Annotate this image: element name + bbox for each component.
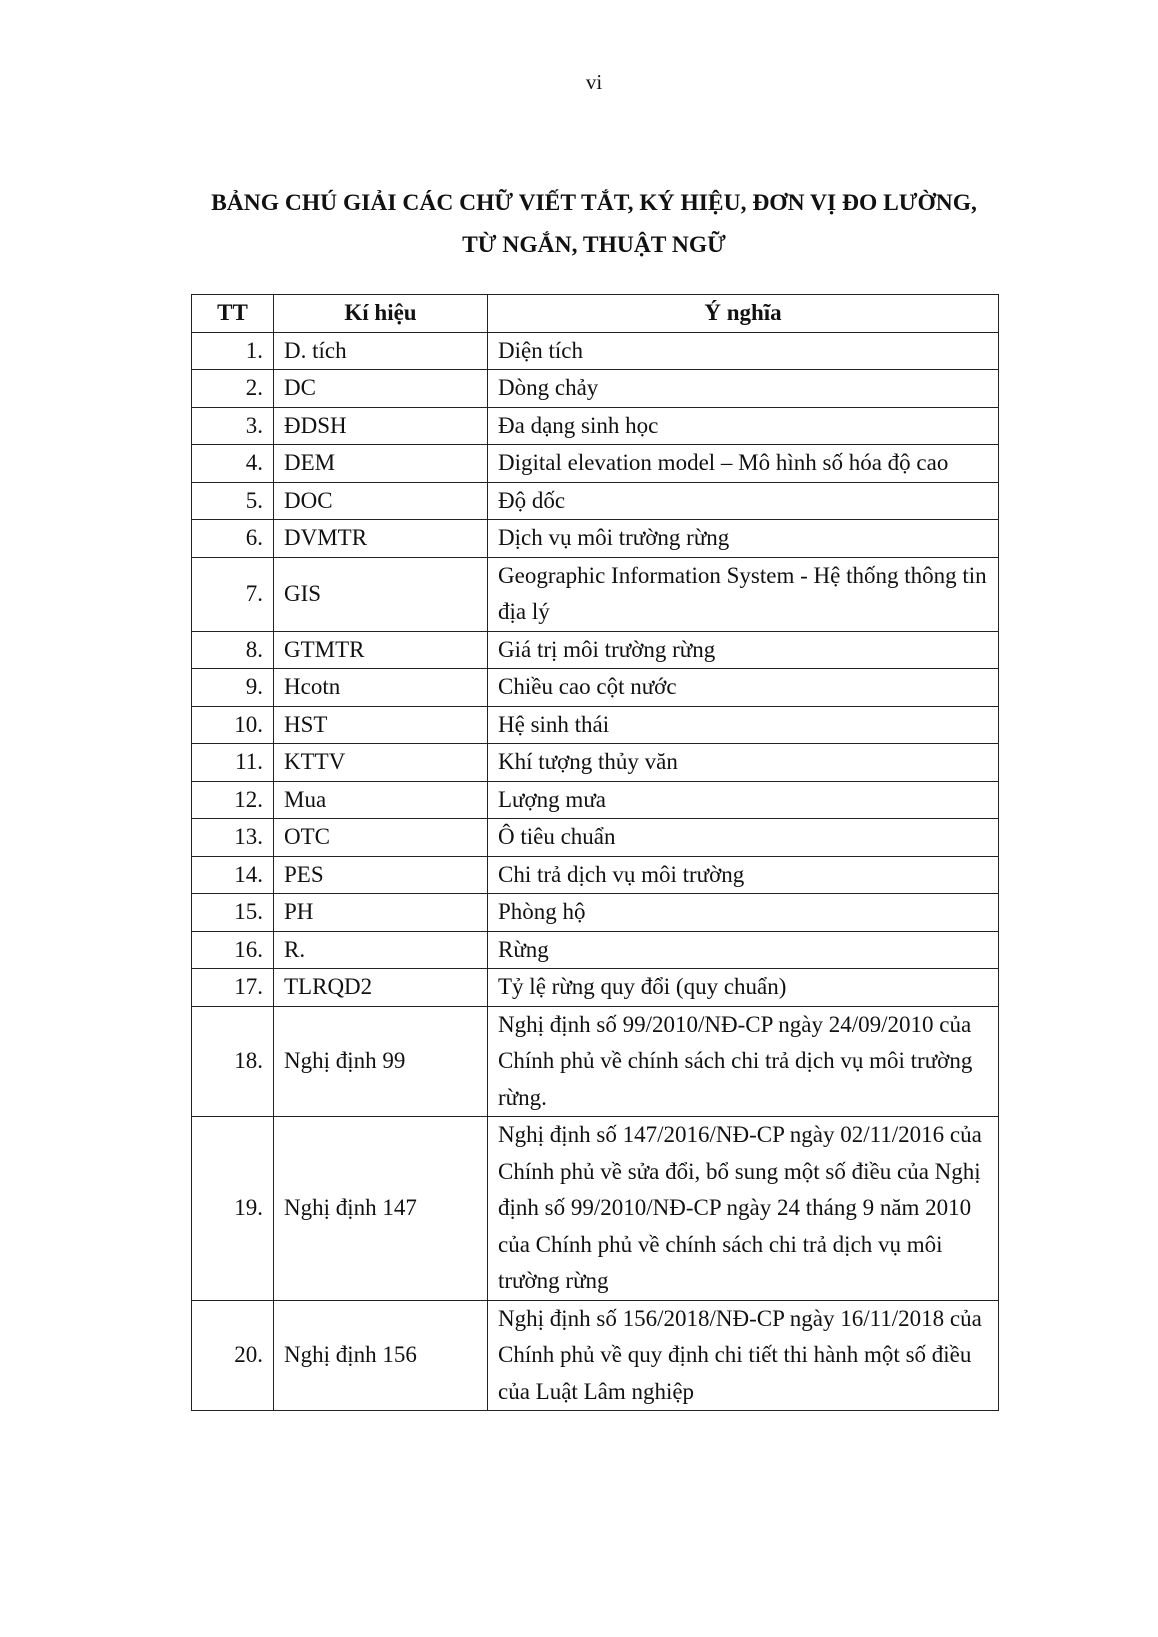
table-row <box>192 744 999 782</box>
row-number: 7. <box>192 557 274 631</box>
row-meaning: Giá trị môi trường rừng <box>488 631 999 669</box>
row-number: 5. <box>192 482 274 520</box>
table-row <box>192 781 999 819</box>
table-row <box>192 1117 999 1301</box>
row-symbol: PES <box>274 856 488 894</box>
row-meaning: Nghị định số 99/2010/NĐ-CP ngày 24/09/2010 của Chính phủ về chính sách chi trả dịch vụ môi trường rừng. <box>488 1006 999 1117</box>
row-symbol: Nghị định 99 <box>274 1006 488 1117</box>
table-row <box>192 1006 999 1117</box>
row-symbol: HST <box>274 706 488 744</box>
row-symbol: R. <box>274 931 488 969</box>
row-symbol: GIS <box>274 557 488 631</box>
table-row <box>192 407 999 445</box>
row-symbol: DEM <box>274 445 488 483</box>
row-meaning: Độ dốc <box>488 482 999 520</box>
row-number: 4. <box>192 445 274 483</box>
page-title <box>190 182 998 266</box>
table-row <box>192 894 999 932</box>
row-symbol: OTC <box>274 819 488 857</box>
row-meaning: Rừng <box>488 931 999 969</box>
row-number: 16. <box>192 931 274 969</box>
row-symbol: Nghị định 156 <box>274 1300 488 1411</box>
row-number: 3. <box>192 407 274 445</box>
glossary-table <box>191 294 999 1411</box>
row-meaning: Đa dạng sinh học <box>488 407 999 445</box>
row-meaning: Phòng hộ <box>488 894 999 932</box>
row-meaning: Dòng chảy <box>488 370 999 408</box>
header-symbol: Kí hiệu <box>274 295 488 333</box>
row-number: 1. <box>192 332 274 370</box>
table-row <box>192 969 999 1007</box>
row-meaning: Digital elevation model – Mô hình số hóa độ cao <box>488 445 999 483</box>
row-number: 8. <box>192 631 274 669</box>
table-row <box>192 445 999 483</box>
row-symbol: DOC <box>274 482 488 520</box>
row-symbol: ĐDSH <box>274 407 488 445</box>
row-number: 9. <box>192 669 274 707</box>
table-row <box>192 520 999 558</box>
table-row <box>192 557 999 631</box>
page-title-line-2: TỪ NGẮN, THUẬT NGỮ <box>462 232 726 258</box>
row-symbol: D. tích <box>274 332 488 370</box>
row-meaning: Khí tượng thủy văn <box>488 744 999 782</box>
row-symbol: Hcotn <box>274 669 488 707</box>
table-row <box>192 482 999 520</box>
page-title-line-1: BẢNG CHÚ GIẢI CÁC CHỮ VIẾT TẮT, KÝ HIỆU, ĐƠN VỊ ĐO LƯỜNG, <box>211 190 977 216</box>
row-meaning: Dịch vụ môi trường rừng <box>488 520 999 558</box>
row-number: 11. <box>192 744 274 782</box>
row-number: 12. <box>192 781 274 819</box>
row-meaning: Chi trả dịch vụ môi trường <box>488 856 999 894</box>
row-number: 17. <box>192 969 274 1007</box>
row-number: 14. <box>192 856 274 894</box>
row-number: 19. <box>192 1117 274 1301</box>
row-number: 2. <box>192 370 274 408</box>
row-number: 10. <box>192 706 274 744</box>
row-meaning: Diện tích <box>488 332 999 370</box>
row-meaning: Tỷ lệ rừng quy đổi (quy chuẩn) <box>488 969 999 1007</box>
table-row <box>192 931 999 969</box>
row-meaning: Nghị định số 147/2016/NĐ-CP ngày 02/11/2016 của Chính phủ về sửa đổi, bổ sung một số điều của Nghị định số 99/2010/NĐ-CP ngày 24 tháng 9 năm 2010 của Chính phủ về chính sách chi trả dịch vụ môi trường rừng <box>488 1117 999 1301</box>
table-header-row <box>192 295 999 333</box>
row-number: 15. <box>192 894 274 932</box>
row-symbol: DVMTR <box>274 520 488 558</box>
row-meaning: Hệ sinh thái <box>488 706 999 744</box>
row-number: 13. <box>192 819 274 857</box>
row-meaning: Chiều cao cột nước <box>488 669 999 707</box>
row-number: 20. <box>192 1300 274 1411</box>
row-symbol: Mua <box>274 781 488 819</box>
row-number: 18. <box>192 1006 274 1117</box>
row-meaning: Lượng mưa <box>488 781 999 819</box>
page-number: vi <box>585 70 603 94</box>
table-row <box>192 819 999 857</box>
row-symbol: TLRQD2 <box>274 969 488 1007</box>
table-row <box>192 332 999 370</box>
row-symbol: GTMTR <box>274 631 488 669</box>
table-row <box>192 370 999 408</box>
row-symbol: PH <box>274 894 488 932</box>
table-row <box>192 669 999 707</box>
row-meaning: Ô tiêu chuẩn <box>488 819 999 857</box>
row-symbol: Nghị định 147 <box>274 1117 488 1301</box>
row-symbol: DC <box>274 370 488 408</box>
row-symbol: KTTV <box>274 744 488 782</box>
table-row <box>192 1300 999 1411</box>
table-row <box>192 856 999 894</box>
table-row <box>192 631 999 669</box>
row-number: 6. <box>192 520 274 558</box>
row-meaning: Geographic Information System - Hệ thống thông tin địa lý <box>488 557 999 631</box>
header-tt: TT <box>192 295 274 333</box>
table-row <box>192 706 999 744</box>
header-meaning: Ý nghĩa <box>488 295 999 333</box>
row-meaning: Nghị định số 156/2018/NĐ-CP ngày 16/11/2018 của Chính phủ về quy định chi tiết thi hành một số điều của Luật Lâm nghiệp <box>488 1300 999 1411</box>
